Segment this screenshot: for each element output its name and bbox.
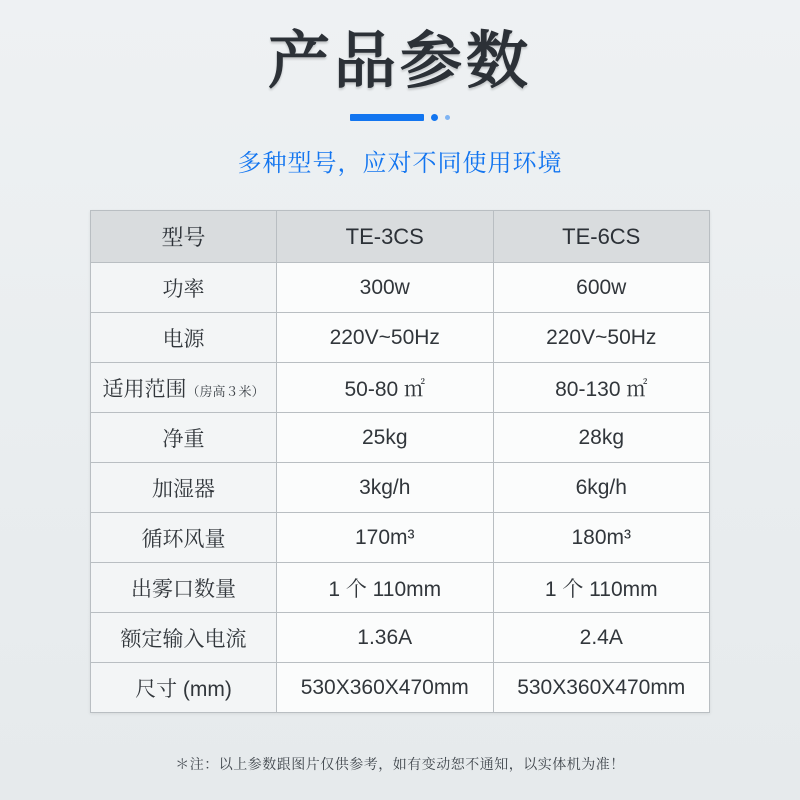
divider-dot (431, 114, 438, 121)
row-value-te3cs: 1.36A (277, 613, 494, 663)
row-label: 出雾口数量 (91, 563, 277, 613)
table-row (91, 613, 710, 663)
row-label: 循环风量 (91, 513, 277, 563)
table-row (91, 263, 710, 313)
row-value-te3cs: 300w (277, 263, 494, 313)
page-header (0, 0, 800, 178)
table-header-row (91, 211, 710, 263)
row-value-te3cs: 3kg/h (277, 463, 494, 513)
row-value-te3cs: 1 个 110mm (277, 563, 494, 613)
row-label: 加湿器 (91, 463, 277, 513)
spec-table-wrapper (90, 210, 710, 713)
row-label: 电源 (91, 313, 277, 363)
row-value-te6cs: 600w (493, 263, 710, 313)
row-value-te3cs: 170m³ (277, 513, 494, 563)
page-subtitle: 多种型号，应对不同使用环境 (237, 150, 563, 178)
table-row (91, 663, 710, 713)
row-label (91, 363, 277, 413)
table-row (91, 413, 710, 463)
spec-table (90, 210, 710, 713)
table-header-te3cs: TE-3CS (277, 211, 494, 263)
divider-bar (350, 114, 424, 121)
table-header-model: 型号 (91, 211, 277, 263)
row-value-te6cs: 6kg/h (493, 463, 710, 513)
row-value-te6cs: 2.4A (493, 613, 710, 663)
table-row (91, 363, 710, 413)
row-value-te6cs: 1 个 110mm (493, 563, 710, 613)
table-row (91, 513, 710, 563)
table-header-te6cs: TE-6CS (493, 211, 710, 263)
row-label-note: （房高３米） (186, 383, 265, 399)
row-value-te3cs: 530X360X470mm (277, 663, 494, 713)
row-value-te3cs: 50-80 ㎡ (277, 363, 494, 413)
table-row (91, 313, 710, 363)
title-divider (342, 113, 458, 121)
row-value-te6cs: 220V~50Hz (493, 313, 710, 363)
row-value-te6cs: 28kg (493, 413, 710, 463)
row-value-te6cs: 80-130 ㎡ (493, 363, 710, 413)
table-row (91, 463, 710, 513)
row-label-text: 适用范围 (102, 377, 187, 401)
table-row (91, 563, 710, 613)
row-value-te6cs: 530X360X470mm (493, 663, 710, 713)
row-value-te6cs: 180m³ (493, 513, 710, 563)
divider-dot-small (445, 115, 450, 120)
footnote: ＊注：以上参数跟图片仅供参考，如有变动恕不通知，以实体机为准！ (175, 756, 625, 772)
page-title: 产品参数 (267, 27, 532, 96)
row-value-te3cs: 25kg (277, 413, 494, 463)
row-value-te3cs: 220V~50Hz (277, 313, 494, 363)
row-label: 净重 (91, 413, 277, 463)
row-label: 功率 (91, 263, 277, 313)
row-label: 尺寸 (mm) (91, 663, 277, 713)
row-label: 额定输入电流 (91, 613, 277, 663)
